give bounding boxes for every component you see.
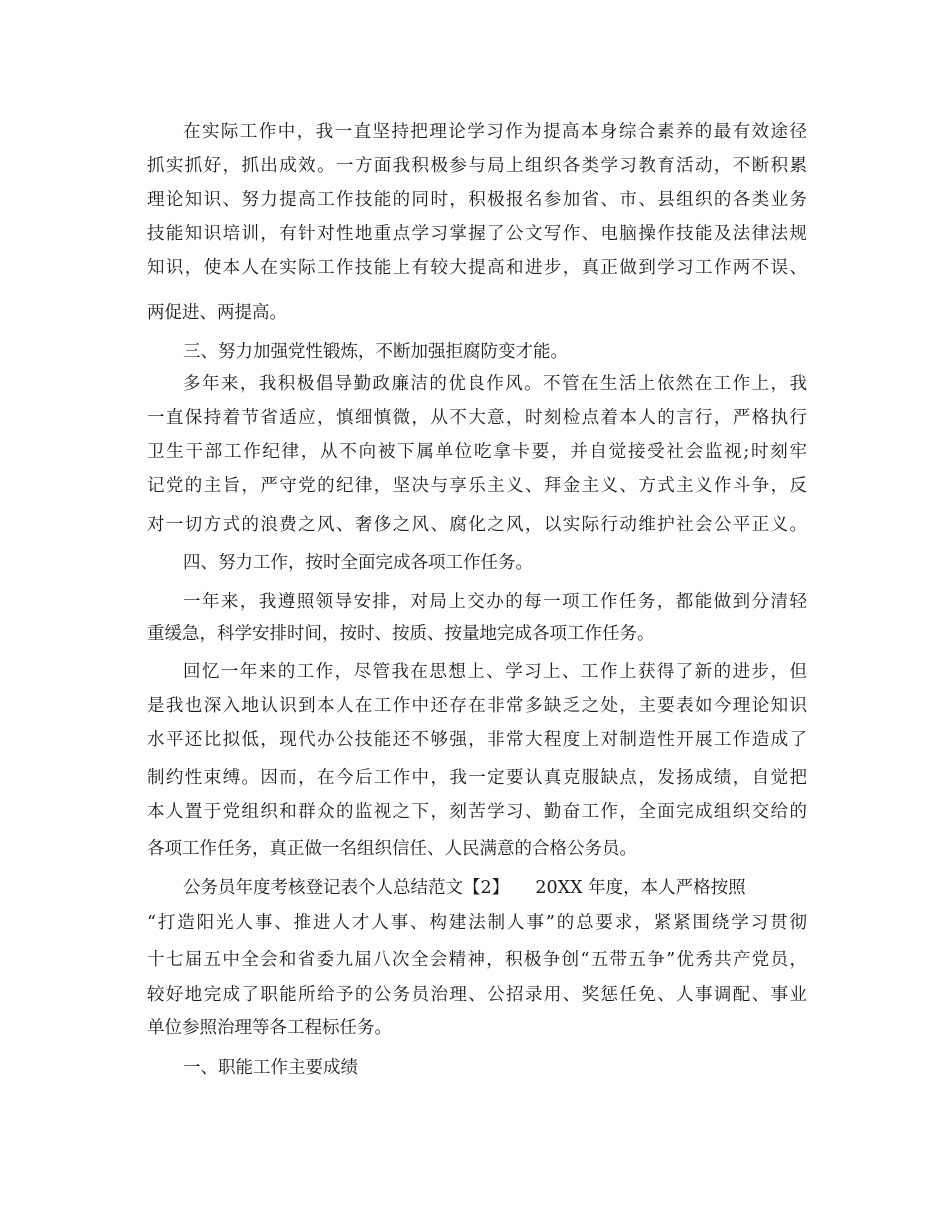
paragraph-line: 本人置于党组织和群众的监视之下，刻苦学习、勤奋工作，全面完成组织交给的 — [147, 802, 807, 822]
paragraph-line: 在实际工作中，我一直坚持把理论学习作为提高本身综合素养的最有效途径 — [183, 122, 807, 142]
section-heading: 三、努力加强党性锻炼，不断加强拒腐防变才能。 — [183, 342, 568, 362]
paragraph-line: 多年来，我积极倡导勤政廉洁的优良作风。不管在生活上依然在工作上，我 — [183, 374, 807, 394]
paragraph-line: 一直保持着节省适应，慎细慎微，从不大意，时刻检点着本人的言行，严格执行 — [147, 408, 807, 428]
paragraph-line: 较好地完成了职能所给予的公务员治理、公招录用、奖惩任免、人事调配、事业 — [147, 985, 807, 1005]
paragraph-line: 理论知识、努力提高工作技能的同时，积极报名参加省、市、县组织的各类业务 — [147, 190, 807, 210]
paragraph-line: 是我也深入地认识到本人在工作中还存在非常多缺乏之处，主要表如今理论知识 — [147, 696, 807, 716]
paragraph-line: 制约性束缚。因而，在今后工作中，我一定要认真克服缺点，发扬成绩，自觉把 — [147, 768, 807, 788]
paragraph-line: 记党的主旨，严守党的纪律，坚决与享乐主义、拜金主义、方式主义作斗争，反 — [147, 476, 807, 496]
paragraph-line: 卫生干部工作纪律，从不向被下属单位吃拿卡要，并自觉接受社会监视;时刻牢 — [147, 442, 807, 462]
paragraph-line: 单位参照治理等各工程标任务。 — [147, 1018, 392, 1038]
paragraph-line: 回忆一年来的工作，尽管我在思想上、学习上、工作上获得了新的进步，但 — [183, 662, 807, 682]
paragraph-line: 重缓急，科学安排时间，按时、按质、按量地完成各项工作任务。 — [147, 624, 655, 644]
paragraph-line: 抓实抓好，抓出成效。一方面我积极参与局上组织各类学习教育活动，不断积累 — [147, 156, 807, 176]
paragraph-line: 知识，使本人在实际工作技能上有较大提高和进步，真正做到学习工作两不误、 — [147, 258, 807, 278]
paragraph-line: “打造阳光人事、推进人才人事、构建法制人事”的总要求，紧紧围绕学习贯彻 — [147, 913, 807, 933]
paragraph-line: 两促进、两提高。 — [147, 303, 287, 323]
section-heading: 四、努力工作，按时全面完成各项工作任务。 — [183, 553, 533, 573]
paragraph-line: 水平还比拟低，现代办公技能还不够强，非常大程度上对制造性开展工作造成了 — [147, 730, 807, 750]
paragraph-line: 各项工作任务，真正做一名组织信任、人民满意的合格公务员。 — [147, 839, 637, 859]
paragraph-line: 技能知识培训，有针对性地重点学习掌握了公文写作、电脑操作技能及法律法规 — [147, 224, 807, 244]
paragraph-line: 一年来，我遵照领导安排，对局上交办的每一项工作任务，都能做到分清轻 — [183, 592, 807, 612]
section-heading: 一、职能工作主要成绩 — [183, 1058, 358, 1078]
paragraph-line: 对一切方式的浪费之风、奢侈之风、腐化之风，以实际行动维护社会公平正义。 — [147, 515, 807, 535]
article-title-line: 公务员年度考核登记表个人总结范文【2】 20XX 年度，本人严格按照 — [183, 878, 746, 898]
paragraph-line: 十七届五中全会和省委九届八次全会精神，积极争创“五带五争”优秀共产党员， — [147, 950, 807, 970]
